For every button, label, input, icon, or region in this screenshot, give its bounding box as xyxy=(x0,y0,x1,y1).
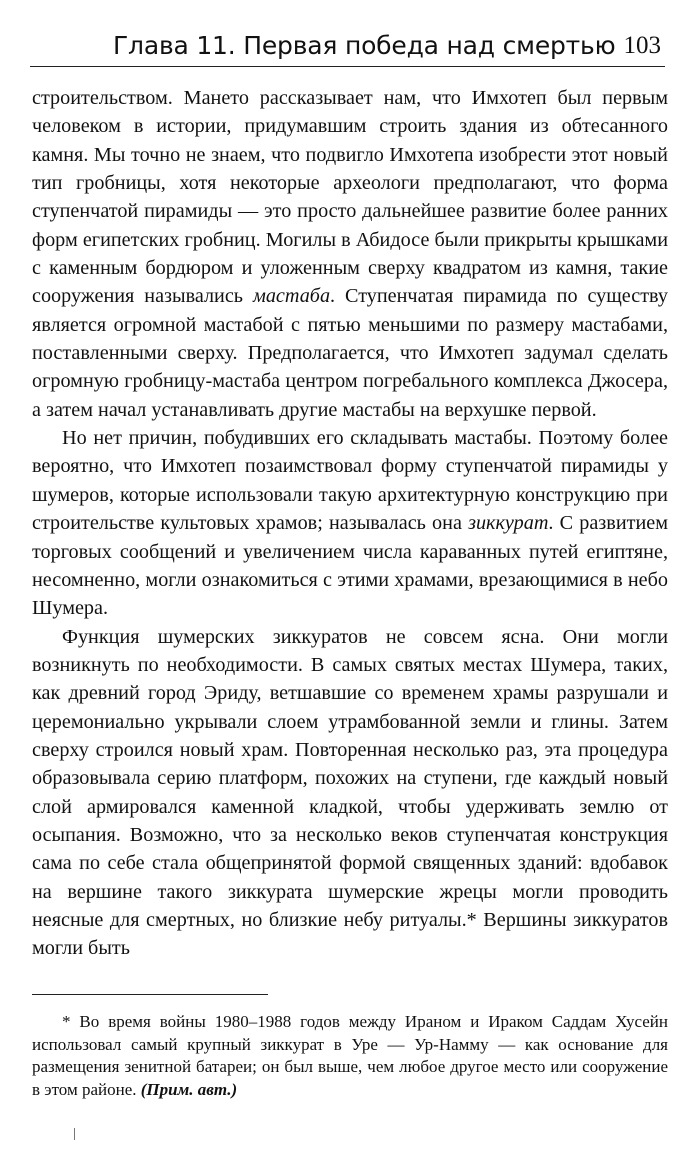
running-head xyxy=(28,18,665,60)
paragraph-2 xyxy=(32,424,668,622)
paragraph-1 xyxy=(32,84,668,424)
paragraph-2-text-b: . С развитием торговых сообщений и увеличением числа караванных путей египтяне, несомненно, могли ознакомиться с этими храмами, врезающимися в небо Шумера. xyxy=(32,512,668,620)
header-rule xyxy=(30,66,665,67)
paragraph-3 xyxy=(32,623,668,963)
chapter-title: Глава 11. Первая победа над смертью xyxy=(113,31,616,60)
footnote-text: * Во время войны 1980–1988 годов между Ираном и Ираком Саддам Хусейн использовал самый крупный зиккурат в Уре — Ур-Намму — как основание для размещения зенитной батареи; он был выше, чем любое другое место или сооружение в этом районе. xyxy=(32,1012,668,1099)
term-ziggurat: зиккурат xyxy=(468,512,549,535)
scan-speck xyxy=(74,1128,75,1140)
body-text xyxy=(32,84,668,963)
paragraph-2-text-a: Но нет причин, побудивших его складывать мастабы. Поэтому более вероятно, что Имхотеп позаимствовал форму ступенчатой пирамиды у шумеров, которые использовали такую архитектурную конструкцию при строительстве культовых храмов; называлась она xyxy=(32,427,668,535)
term-mastaba: мастаба xyxy=(252,285,331,308)
footnote-author-note: (Прим. авт.) xyxy=(140,1079,238,1099)
page-number: 103 xyxy=(623,32,661,59)
footnote-rule xyxy=(32,994,268,995)
paragraph-1-text-b: . Ступенчатая пирамида по существу является огромной мастабой с пятью меньшими по размеру мастабами, поставленными сверху. Предполагается, что Имхотеп задумал сделать огромную гробницу-мастаба центром погребального комплекса Джосера, а затем начал устанавливать другие мастабы на верхушке первой. xyxy=(32,285,668,421)
paragraph-1-text-a: строительством. Мането рассказывает нам, что Имхотеп был первым человеком в истории, придумавшим строить здания из обтесанного камня. Мы точно не знаем, что подвигло Имхотепа изобрести этот новый тип гробницы, хотя некоторые археологи предполагают, что форма ступенчатой пирамиды — это просто дальнейшее развитие более ранних форм египетских гробниц. Могилы в Абидосе были прикрыты крышками с каменным бордюром и уложенным сверху квадратом из камня, такие сооружения назывались xyxy=(32,87,668,308)
footnote xyxy=(32,1011,668,1101)
paragraph-3-text: Функция шумерских зиккуратов не совсем ясна. Они могли возникнуть по необходимости. В самых святых местах Шумера, таких, как древний город Эриду, ветшавшие со временем храмы разрушали и церемониально укрывали слоем утрамбованной земли и глины. Затем сверху строился новый храм. Повторенная несколько раз, эта процедура образовывала серию платформ, похожих на ступени, где каждый новый слой армировался каменной кладкой, чтобы удерживать землю от осыпания. Возможно, что за несколько веков ступенчатая конструкция сама по себе стала общепринятой формой священных зданий: вдобавок на вершине такого зиккурата шумерские жрецы могли проводить неясные для смертных, но близкие небу ритуалы.* Вершины зиккуратов могли быть xyxy=(32,625,668,960)
